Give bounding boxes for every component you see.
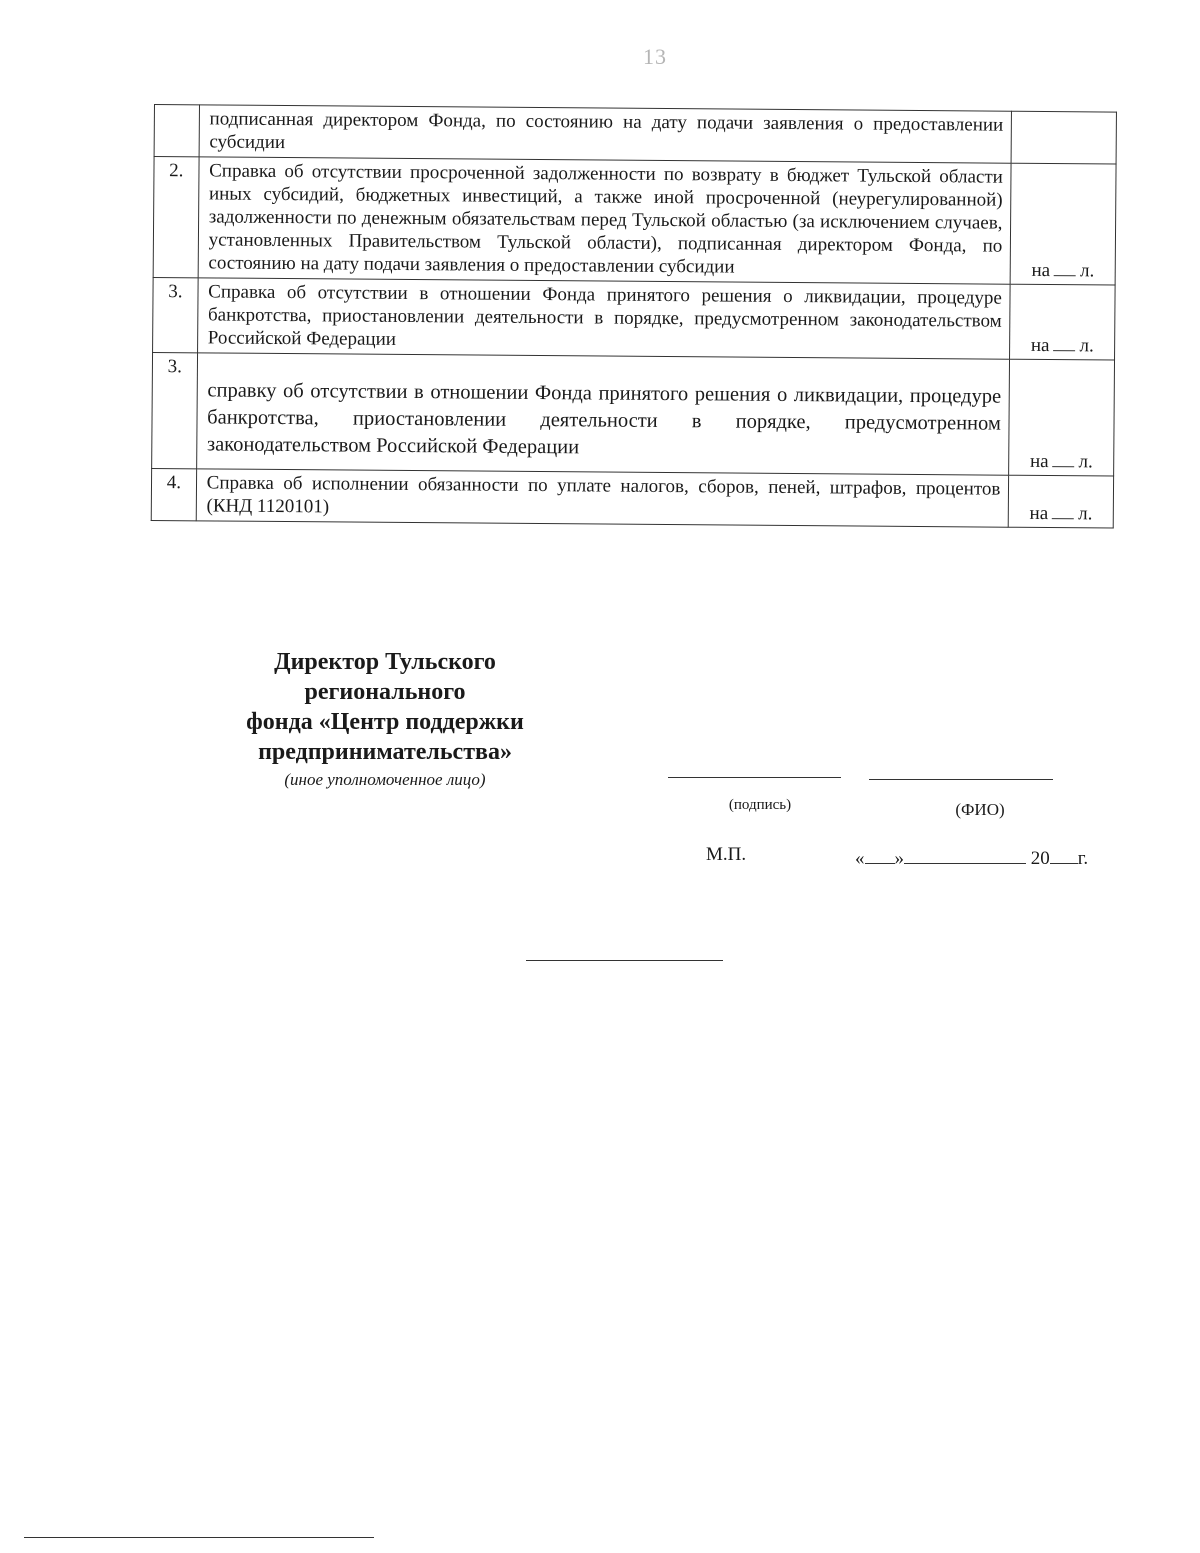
- row-number: 3.: [153, 277, 198, 352]
- signature-line: [668, 777, 841, 778]
- row-pages: [1011, 163, 1117, 285]
- table-row: [153, 277, 1116, 360]
- row-pages: [1009, 475, 1114, 528]
- name-line: [869, 779, 1053, 780]
- signer-line: фонда «Центр поддержки: [246, 709, 524, 735]
- pages-prefix: на: [1029, 502, 1049, 525]
- table-row: [152, 352, 1115, 476]
- date-open-quote: «: [855, 848, 865, 869]
- pages-suffix: л.: [1078, 503, 1093, 525]
- footnote-rule: [24, 1537, 374, 1538]
- end-rule: [526, 960, 723, 961]
- row-pages: [1009, 359, 1115, 476]
- row-text: Справка об отсутствии в отношении Фонда принятого решения о ликвидации, процедуре банкротства, приостановлении деятельности в порядке, предусмотренном законодательством Российской Федерации: [197, 278, 1010, 359]
- row-number: 4.: [151, 468, 196, 520]
- signature-caption: (подпись): [728, 797, 792, 813]
- date-close-quote: »: [894, 848, 904, 869]
- row-number: 2.: [153, 157, 199, 278]
- row-text: Справка об отсутствии просроченной задолженности по возврату в бюджет Тульской области иных субсидий, бюджетных инвестиций, а также иной просроченной (неурегулированной) задолженности по денежным обязательствам перед Тульской областью (за исключением случаев, установленных Правительством Тульской области), подписанная директором Фонда, по состоянию на дату подачи заявления о предоставлении субсидии: [198, 157, 1012, 284]
- row-number: [154, 105, 199, 157]
- pages-blank: [1053, 334, 1075, 351]
- date-field: [855, 847, 1088, 870]
- name-caption: (ФИО): [955, 800, 1005, 819]
- signer-line: регионального: [304, 679, 466, 705]
- row-pages: [1011, 111, 1116, 164]
- pages-prefix: на: [1029, 450, 1049, 473]
- stamp-label: М.П.: [706, 844, 747, 865]
- pages-prefix: на: [1031, 259, 1051, 282]
- month-blank: [904, 847, 1026, 864]
- date-year-suffix: г.: [1077, 848, 1089, 869]
- date-year-prefix: 20: [1030, 848, 1050, 869]
- row-pages: [1010, 284, 1115, 360]
- pages-blank: [1054, 259, 1076, 276]
- pages-blank: [1053, 450, 1075, 467]
- pages-blank: [1052, 502, 1074, 519]
- row-number: 3.: [152, 352, 198, 468]
- pages-suffix: л.: [1079, 335, 1094, 357]
- signer-line: предпринимательства»: [258, 739, 512, 765]
- signer-line: Директор Тульского: [274, 649, 496, 675]
- pages-prefix: на: [1030, 334, 1050, 357]
- signer-title: [205, 647, 565, 767]
- pages-suffix: л.: [1080, 260, 1095, 282]
- table-row: [151, 468, 1113, 528]
- signer-note: (иное уполномоченное лицо): [284, 770, 486, 789]
- table-row: [153, 157, 1116, 286]
- documents-table: [151, 104, 1117, 529]
- page-number: 13: [643, 44, 667, 69]
- row-text: справку об отсутствии в отношении Фонда принятого решения о ликвидации, процедуре банкротства, приостановлении деятельности в порядке, предусмотренном законодательством Российской Федерации: [196, 353, 1010, 475]
- row-text: Справка об исполнении обязанности по уплате налогов, сборов, пеней, штрафов, процентов (КНД 1120101): [196, 469, 1009, 527]
- day-blank: [865, 847, 895, 864]
- row-text: подписанная директором Фонда, по состоянию на дату подачи заявления о предоставлении субсидии: [199, 105, 1012, 163]
- table-row: [154, 105, 1116, 165]
- pages-suffix: л.: [1078, 451, 1093, 473]
- year-blank: [1050, 847, 1078, 864]
